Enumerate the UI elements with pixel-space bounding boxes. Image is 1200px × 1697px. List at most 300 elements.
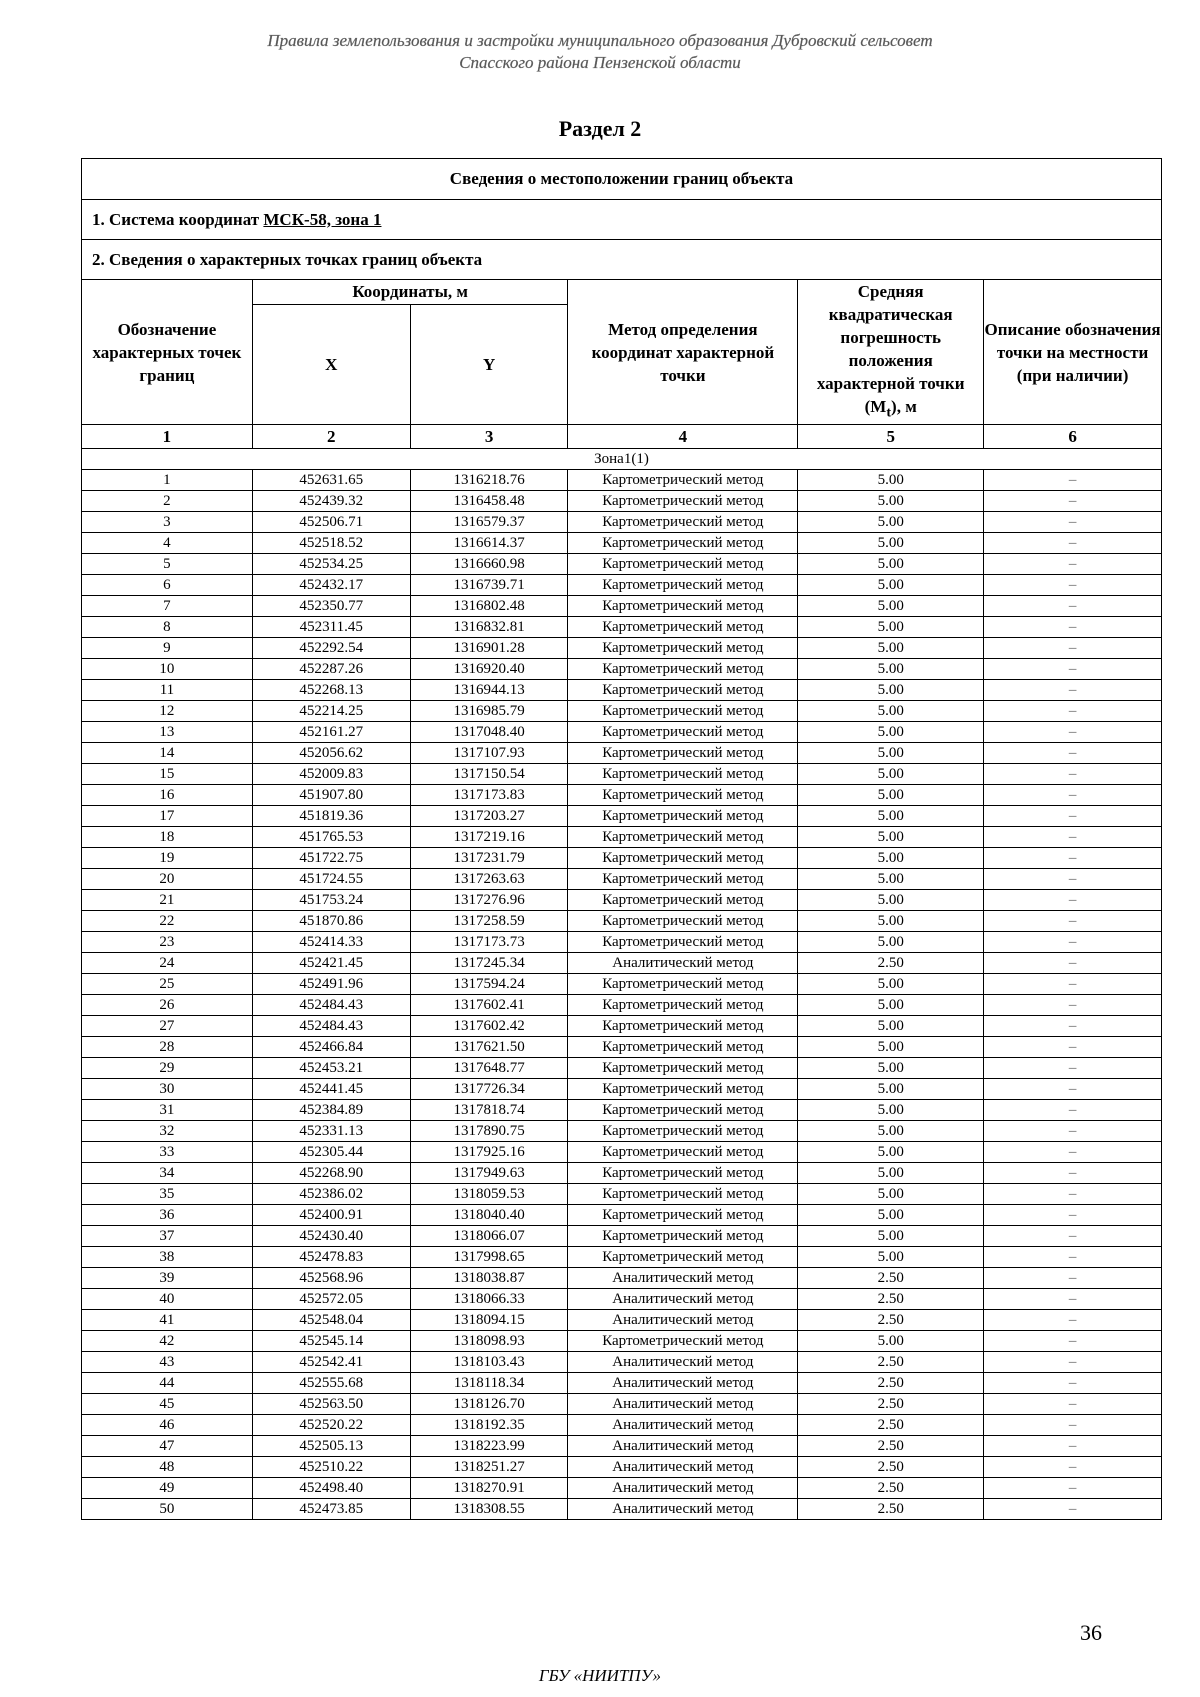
x-coord-cell: 452518.52 — [252, 533, 410, 554]
point-number-cell: 22 — [82, 911, 253, 932]
point-number-cell: 1 — [82, 470, 253, 491]
section-title: Раздел 2 — [558, 116, 642, 141]
y-coord-cell: 1316901.28 — [410, 638, 568, 659]
method-cell: Картометрический метод — [568, 1100, 798, 1121]
x-coord-cell: 452432.17 — [252, 575, 410, 596]
description-cell: – — [984, 722, 1162, 743]
error-cell: 5.00 — [798, 1184, 984, 1205]
y-coord-cell: 1317219.16 — [410, 827, 568, 848]
description-cell: – — [984, 1058, 1162, 1079]
description-cell: – — [984, 743, 1162, 764]
error-cell: 2.50 — [798, 1436, 984, 1457]
point-number-cell: 17 — [82, 806, 253, 827]
point-number-cell: 43 — [82, 1352, 253, 1373]
y-coord-cell: 1316920.40 — [410, 659, 568, 680]
x-coord-cell: 451765.53 — [252, 827, 410, 848]
table-row — [82, 1331, 1162, 1352]
y-coord-cell: 1316614.37 — [410, 533, 568, 554]
error-cell: 5.00 — [798, 764, 984, 785]
table-row — [82, 470, 1162, 491]
point-number-cell: 32 — [82, 1121, 253, 1142]
point-number-cell: 30 — [82, 1079, 253, 1100]
table-row — [82, 890, 1162, 911]
description-cell: – — [984, 1100, 1162, 1121]
boundary-points-table — [81, 158, 1162, 1520]
method-cell: Аналитический метод — [568, 1478, 798, 1499]
description-cell: – — [984, 995, 1162, 1016]
table-row — [82, 1058, 1162, 1079]
point-number-cell: 29 — [82, 1058, 253, 1079]
y-coord-cell: 1318251.27 — [410, 1457, 568, 1478]
point-number-cell: 6 — [82, 575, 253, 596]
description-cell: – — [984, 1268, 1162, 1289]
method-cell: Картометрический метод — [568, 1247, 798, 1268]
error-cell: 5.00 — [798, 638, 984, 659]
table-row — [82, 1184, 1162, 1205]
method-cell: Картометрический метод — [568, 701, 798, 722]
y-coord-cell: 1318098.93 — [410, 1331, 568, 1352]
x-coord-cell: 451724.55 — [252, 869, 410, 890]
table-row — [82, 1394, 1162, 1415]
point-number-cell: 42 — [82, 1331, 253, 1352]
y-coord-cell: 1316218.76 — [410, 470, 568, 491]
y-coord-cell: 1317258.59 — [410, 911, 568, 932]
error-cell: 5.00 — [798, 785, 984, 806]
description-cell: – — [984, 1394, 1162, 1415]
error-cell: 5.00 — [798, 1205, 984, 1226]
x-coord-cell: 452400.91 — [252, 1205, 410, 1226]
point-number-cell: 16 — [82, 785, 253, 806]
point-number-cell: 10 — [82, 659, 253, 680]
error-cell: 5.00 — [798, 701, 984, 722]
error-cell: 2.50 — [798, 1499, 984, 1520]
x-coord-cell: 452287.26 — [252, 659, 410, 680]
description-cell: – — [984, 1289, 1162, 1310]
error-cell: 5.00 — [798, 512, 984, 533]
table-title-row — [82, 159, 1162, 200]
y-coord-cell: 1318038.87 — [410, 1268, 568, 1289]
x-coord-cell: 452384.89 — [252, 1100, 410, 1121]
x-coord-cell: 452572.05 — [252, 1289, 410, 1310]
y-coord-cell: 1317726.34 — [410, 1079, 568, 1100]
y-coord-cell: 1317173.73 — [410, 932, 568, 953]
x-coord-cell: 452506.71 — [252, 512, 410, 533]
table-row — [82, 1352, 1162, 1373]
method-cell: Картометрический метод — [568, 743, 798, 764]
x-coord-cell: 452498.40 — [252, 1478, 410, 1499]
point-number-cell: 18 — [82, 827, 253, 848]
point-number-cell: 46 — [82, 1415, 253, 1436]
y-coord-cell: 1318223.99 — [410, 1436, 568, 1457]
point-number-cell: 39 — [82, 1268, 253, 1289]
point-number-cell: 44 — [82, 1373, 253, 1394]
x-coord-cell: 452484.43 — [252, 995, 410, 1016]
error-cell: 5.00 — [798, 1100, 984, 1121]
point-number-cell: 34 — [82, 1163, 253, 1184]
y-coord-cell: 1318118.34 — [410, 1373, 568, 1394]
error-cell: 2.50 — [798, 1310, 984, 1331]
x-coord-cell: 452505.13 — [252, 1436, 410, 1457]
method-cell: Картометрический метод — [568, 638, 798, 659]
error-cell: 5.00 — [798, 890, 984, 911]
description-cell: – — [984, 596, 1162, 617]
error-cell: 2.50 — [798, 1415, 984, 1436]
y-coord-cell: 1317231.79 — [410, 848, 568, 869]
x-coord-cell: 452056.62 — [252, 743, 410, 764]
point-number-cell: 33 — [82, 1142, 253, 1163]
column-number: 4 — [568, 425, 798, 449]
description-cell: – — [984, 701, 1162, 722]
point-number-cell: 14 — [82, 743, 253, 764]
x-coord-cell: 452542.41 — [252, 1352, 410, 1373]
point-number-cell: 4 — [82, 533, 253, 554]
x-coord-cell: 452161.27 — [252, 722, 410, 743]
x-coord-cell: 452491.96 — [252, 974, 410, 995]
description-cell: – — [984, 617, 1162, 638]
table-row — [82, 848, 1162, 869]
error-cell: 5.00 — [798, 827, 984, 848]
description-cell: – — [984, 869, 1162, 890]
description-cell: – — [984, 806, 1162, 827]
error-cell: 5.00 — [798, 869, 984, 890]
method-cell: Картометрический метод — [568, 1121, 798, 1142]
x-coord-cell: 452466.84 — [252, 1037, 410, 1058]
description-cell: – — [984, 638, 1162, 659]
method-cell: Аналитический метод — [568, 1457, 798, 1478]
point-number-cell: 19 — [82, 848, 253, 869]
error-cell: 5.00 — [798, 1331, 984, 1352]
point-number-cell: 35 — [82, 1184, 253, 1205]
y-coord-cell: 1317949.63 — [410, 1163, 568, 1184]
method-cell: Картометрический метод — [568, 1184, 798, 1205]
method-cell: Картометрический метод — [568, 470, 798, 491]
x-coord-cell: 451870.86 — [252, 911, 410, 932]
y-coord-cell: 1316660.98 — [410, 554, 568, 575]
table-row — [82, 953, 1162, 974]
table-row — [82, 1499, 1162, 1520]
y-coord-cell: 1317890.75 — [410, 1121, 568, 1142]
x-coord-cell: 452439.32 — [252, 491, 410, 512]
x-coord-cell: 451722.75 — [252, 848, 410, 869]
point-number-cell: 20 — [82, 869, 253, 890]
description-cell: – — [984, 1352, 1162, 1373]
error-cell: 2.50 — [798, 1352, 984, 1373]
table-row — [82, 911, 1162, 932]
method-cell: Картометрический метод — [568, 1016, 798, 1037]
error-cell: 5.00 — [798, 533, 984, 554]
error-cell: 5.00 — [798, 848, 984, 869]
error-cell: 5.00 — [798, 1058, 984, 1079]
y-coord-cell: 1317173.83 — [410, 785, 568, 806]
point-number-cell: 25 — [82, 974, 253, 995]
table-row — [82, 680, 1162, 701]
header-designation: Обозначение характерных точек границ — [82, 280, 253, 425]
y-coord-cell: 1318066.07 — [410, 1226, 568, 1247]
header-y: Y — [410, 304, 568, 425]
column-number: 1 — [82, 425, 253, 449]
x-coord-cell: 452563.50 — [252, 1394, 410, 1415]
x-coord-cell: 452520.22 — [252, 1415, 410, 1436]
x-coord-cell: 452292.54 — [252, 638, 410, 659]
point-number-cell: 47 — [82, 1436, 253, 1457]
table-row — [82, 785, 1162, 806]
table-row — [82, 1289, 1162, 1310]
column-number: 6 — [984, 425, 1162, 449]
y-coord-cell: 1316832.81 — [410, 617, 568, 638]
error-cell: 5.00 — [798, 1226, 984, 1247]
method-cell: Аналитический метод — [568, 1310, 798, 1331]
table-row — [82, 932, 1162, 953]
description-cell: – — [984, 1415, 1162, 1436]
y-coord-cell: 1318059.53 — [410, 1184, 568, 1205]
method-cell: Аналитический метод — [568, 1289, 798, 1310]
table-row — [82, 1226, 1162, 1247]
table-row — [82, 1079, 1162, 1100]
description-cell: – — [984, 1247, 1162, 1268]
error-cell: 5.00 — [798, 491, 984, 512]
running-header-line1: Правила землепользования и застройки муниципального образования Дубровский сельсовет — [267, 31, 933, 50]
point-number-cell: 3 — [82, 512, 253, 533]
description-cell: – — [984, 533, 1162, 554]
error-cell: 5.00 — [798, 1163, 984, 1184]
method-cell: Картометрический метод — [568, 659, 798, 680]
method-cell: Картометрический метод — [568, 974, 798, 995]
x-coord-cell: 452545.14 — [252, 1331, 410, 1352]
table-row — [82, 1310, 1162, 1331]
description-cell: – — [984, 1121, 1162, 1142]
table-row — [82, 1478, 1162, 1499]
error-cell: 5.00 — [798, 1142, 984, 1163]
method-cell: Картометрический метод — [568, 1226, 798, 1247]
method-cell: Аналитический метод — [568, 1373, 798, 1394]
method-cell: Картометрический метод — [568, 491, 798, 512]
method-cell: Картометрический метод — [568, 1058, 798, 1079]
description-cell: – — [984, 848, 1162, 869]
error-cell: 2.50 — [798, 1478, 984, 1499]
method-cell: Картометрический метод — [568, 1331, 798, 1352]
table-row — [82, 596, 1162, 617]
point-number-cell: 38 — [82, 1247, 253, 1268]
description-cell: – — [984, 680, 1162, 701]
table-row — [82, 1100, 1162, 1121]
method-cell: Картометрический метод — [568, 890, 798, 911]
footer: ГБУ «НИИТПУ» — [538, 1666, 662, 1685]
x-coord-cell: 452268.90 — [252, 1163, 410, 1184]
error-cell: 5.00 — [798, 1121, 984, 1142]
page-number: 36 — [1080, 1620, 1102, 1645]
error-cell: 5.00 — [798, 932, 984, 953]
error-cell: 2.50 — [798, 1373, 984, 1394]
description-cell: – — [984, 911, 1162, 932]
column-number: 5 — [798, 425, 984, 449]
point-number-cell: 9 — [82, 638, 253, 659]
table-row — [82, 1121, 1162, 1142]
y-coord-cell: 1317594.24 — [410, 974, 568, 995]
method-cell: Картометрический метод — [568, 617, 798, 638]
coord-system-cell — [82, 200, 1162, 240]
description-cell: – — [984, 1478, 1162, 1499]
method-cell: Картометрический метод — [568, 722, 798, 743]
y-coord-cell: 1317048.40 — [410, 722, 568, 743]
point-number-cell: 24 — [82, 953, 253, 974]
header-description: Описание обозначения точки на местности (при наличии) — [984, 280, 1162, 425]
method-cell: Картометрический метод — [568, 848, 798, 869]
table-row — [82, 1016, 1162, 1037]
coord-system-row — [82, 200, 1162, 240]
error-cell: 5.00 — [798, 1079, 984, 1100]
table-row — [82, 869, 1162, 890]
y-coord-cell: 1317150.54 — [410, 764, 568, 785]
y-coord-cell: 1317263.63 — [410, 869, 568, 890]
point-number-cell: 37 — [82, 1226, 253, 1247]
point-number-cell: 31 — [82, 1100, 253, 1121]
y-coord-cell: 1318040.40 — [410, 1205, 568, 1226]
y-coord-cell: 1318094.15 — [410, 1310, 568, 1331]
error-cell: 2.50 — [798, 1457, 984, 1478]
method-cell: Картометрический метод — [568, 764, 798, 785]
method-cell: Аналитический метод — [568, 1394, 798, 1415]
y-coord-cell: 1318192.35 — [410, 1415, 568, 1436]
zone-label: Зона1(1) — [82, 449, 1162, 470]
error-cell: 5.00 — [798, 470, 984, 491]
coord-system-value: МСК-58, зона 1 — [263, 209, 382, 229]
description-cell: – — [984, 1310, 1162, 1331]
description-cell: – — [984, 470, 1162, 491]
x-coord-cell: 451753.24 — [252, 890, 410, 911]
method-cell: Картометрический метод — [568, 1163, 798, 1184]
point-number-cell: 11 — [82, 680, 253, 701]
table-row — [82, 638, 1162, 659]
method-cell: Картометрический метод — [568, 995, 798, 1016]
table-row — [82, 743, 1162, 764]
table-row — [82, 575, 1162, 596]
method-cell: Картометрический метод — [568, 680, 798, 701]
column-header-row-1 — [82, 280, 1162, 305]
method-cell: Аналитический метод — [568, 1415, 798, 1436]
table-row — [82, 512, 1162, 533]
zone-row — [82, 449, 1162, 470]
description-cell: – — [984, 1457, 1162, 1478]
x-coord-cell: 452548.04 — [252, 1310, 410, 1331]
table-row — [82, 1205, 1162, 1226]
x-coord-cell: 452555.68 — [252, 1373, 410, 1394]
table-row — [82, 1247, 1162, 1268]
description-cell: – — [984, 1499, 1162, 1520]
description-cell: – — [984, 491, 1162, 512]
error-cell: 2.50 — [798, 1289, 984, 1310]
description-cell: – — [984, 1016, 1162, 1037]
description-cell: – — [984, 785, 1162, 806]
error-cell: 5.00 — [798, 995, 984, 1016]
running-header — [0, 30, 1200, 74]
point-number-cell: 48 — [82, 1457, 253, 1478]
x-coord-cell: 452430.40 — [252, 1226, 410, 1247]
point-number-cell: 27 — [82, 1016, 253, 1037]
method-cell: Аналитический метод — [568, 1268, 798, 1289]
point-number-cell: 49 — [82, 1478, 253, 1499]
x-coord-cell: 451819.36 — [252, 806, 410, 827]
description-cell: – — [984, 827, 1162, 848]
x-coord-cell: 452453.21 — [252, 1058, 410, 1079]
method-cell: Картометрический метод — [568, 1205, 798, 1226]
table-row — [82, 659, 1162, 680]
point-number-cell: 40 — [82, 1289, 253, 1310]
error-cell: 5.00 — [798, 1247, 984, 1268]
y-coord-cell: 1317648.77 — [410, 1058, 568, 1079]
description-cell: – — [984, 974, 1162, 995]
table-row — [82, 974, 1162, 995]
point-number-cell: 23 — [82, 932, 253, 953]
point-number-cell: 5 — [82, 554, 253, 575]
point-number-cell: 45 — [82, 1394, 253, 1415]
y-coord-cell: 1317818.74 — [410, 1100, 568, 1121]
error-cell: 2.50 — [798, 1394, 984, 1415]
error-cell: 5.00 — [798, 1016, 984, 1037]
method-cell: Картометрический метод — [568, 596, 798, 617]
y-coord-cell: 1317203.27 — [410, 806, 568, 827]
header-error — [798, 280, 984, 425]
header-error-unit: ), м — [891, 397, 917, 416]
header-coordinates: Координаты, м — [252, 280, 568, 305]
x-coord-cell: 452441.45 — [252, 1079, 410, 1100]
x-coord-cell: 452473.85 — [252, 1499, 410, 1520]
description-cell: – — [984, 1226, 1162, 1247]
point-number-cell: 36 — [82, 1205, 253, 1226]
point-number-cell: 28 — [82, 1037, 253, 1058]
description-cell: – — [984, 1142, 1162, 1163]
description-cell: – — [984, 1373, 1162, 1394]
method-cell: Картометрический метод — [568, 911, 798, 932]
table-row — [82, 1142, 1162, 1163]
table-row — [82, 617, 1162, 638]
x-coord-cell: 452311.45 — [252, 617, 410, 638]
method-cell: Картометрический метод — [568, 869, 798, 890]
error-cell: 5.00 — [798, 554, 984, 575]
error-cell: 5.00 — [798, 806, 984, 827]
points-info-row — [82, 240, 1162, 280]
method-cell: Картометрический метод — [568, 512, 798, 533]
column-number: 3 — [410, 425, 568, 449]
table-row — [82, 1163, 1162, 1184]
error-cell: 5.00 — [798, 659, 984, 680]
error-cell: 5.00 — [798, 617, 984, 638]
error-cell: 5.00 — [798, 575, 984, 596]
y-coord-cell: 1318126.70 — [410, 1394, 568, 1415]
x-coord-cell: 452421.45 — [252, 953, 410, 974]
description-cell: – — [984, 932, 1162, 953]
error-cell: 5.00 — [798, 596, 984, 617]
point-number-cell: 50 — [82, 1499, 253, 1520]
table-row — [82, 722, 1162, 743]
header-method: Метод определения координат характерной точки — [568, 280, 798, 425]
method-cell: Картометрический метод — [568, 533, 798, 554]
y-coord-cell: 1318103.43 — [410, 1352, 568, 1373]
method-cell: Картометрический метод — [568, 1037, 798, 1058]
description-cell: – — [984, 764, 1162, 785]
method-cell: Аналитический метод — [568, 953, 798, 974]
x-coord-cell: 452478.83 — [252, 1247, 410, 1268]
x-coord-cell: 452484.43 — [252, 1016, 410, 1037]
x-coord-cell: 452350.77 — [252, 596, 410, 617]
error-cell: 2.50 — [798, 953, 984, 974]
description-cell: – — [984, 953, 1162, 974]
table-title: Сведения о местоположении границ объекта — [82, 159, 1162, 200]
column-numbers-row — [82, 425, 1162, 449]
error-cell: 5.00 — [798, 743, 984, 764]
x-coord-cell: 452331.13 — [252, 1121, 410, 1142]
description-cell: – — [984, 1163, 1162, 1184]
y-coord-cell: 1317925.16 — [410, 1142, 568, 1163]
